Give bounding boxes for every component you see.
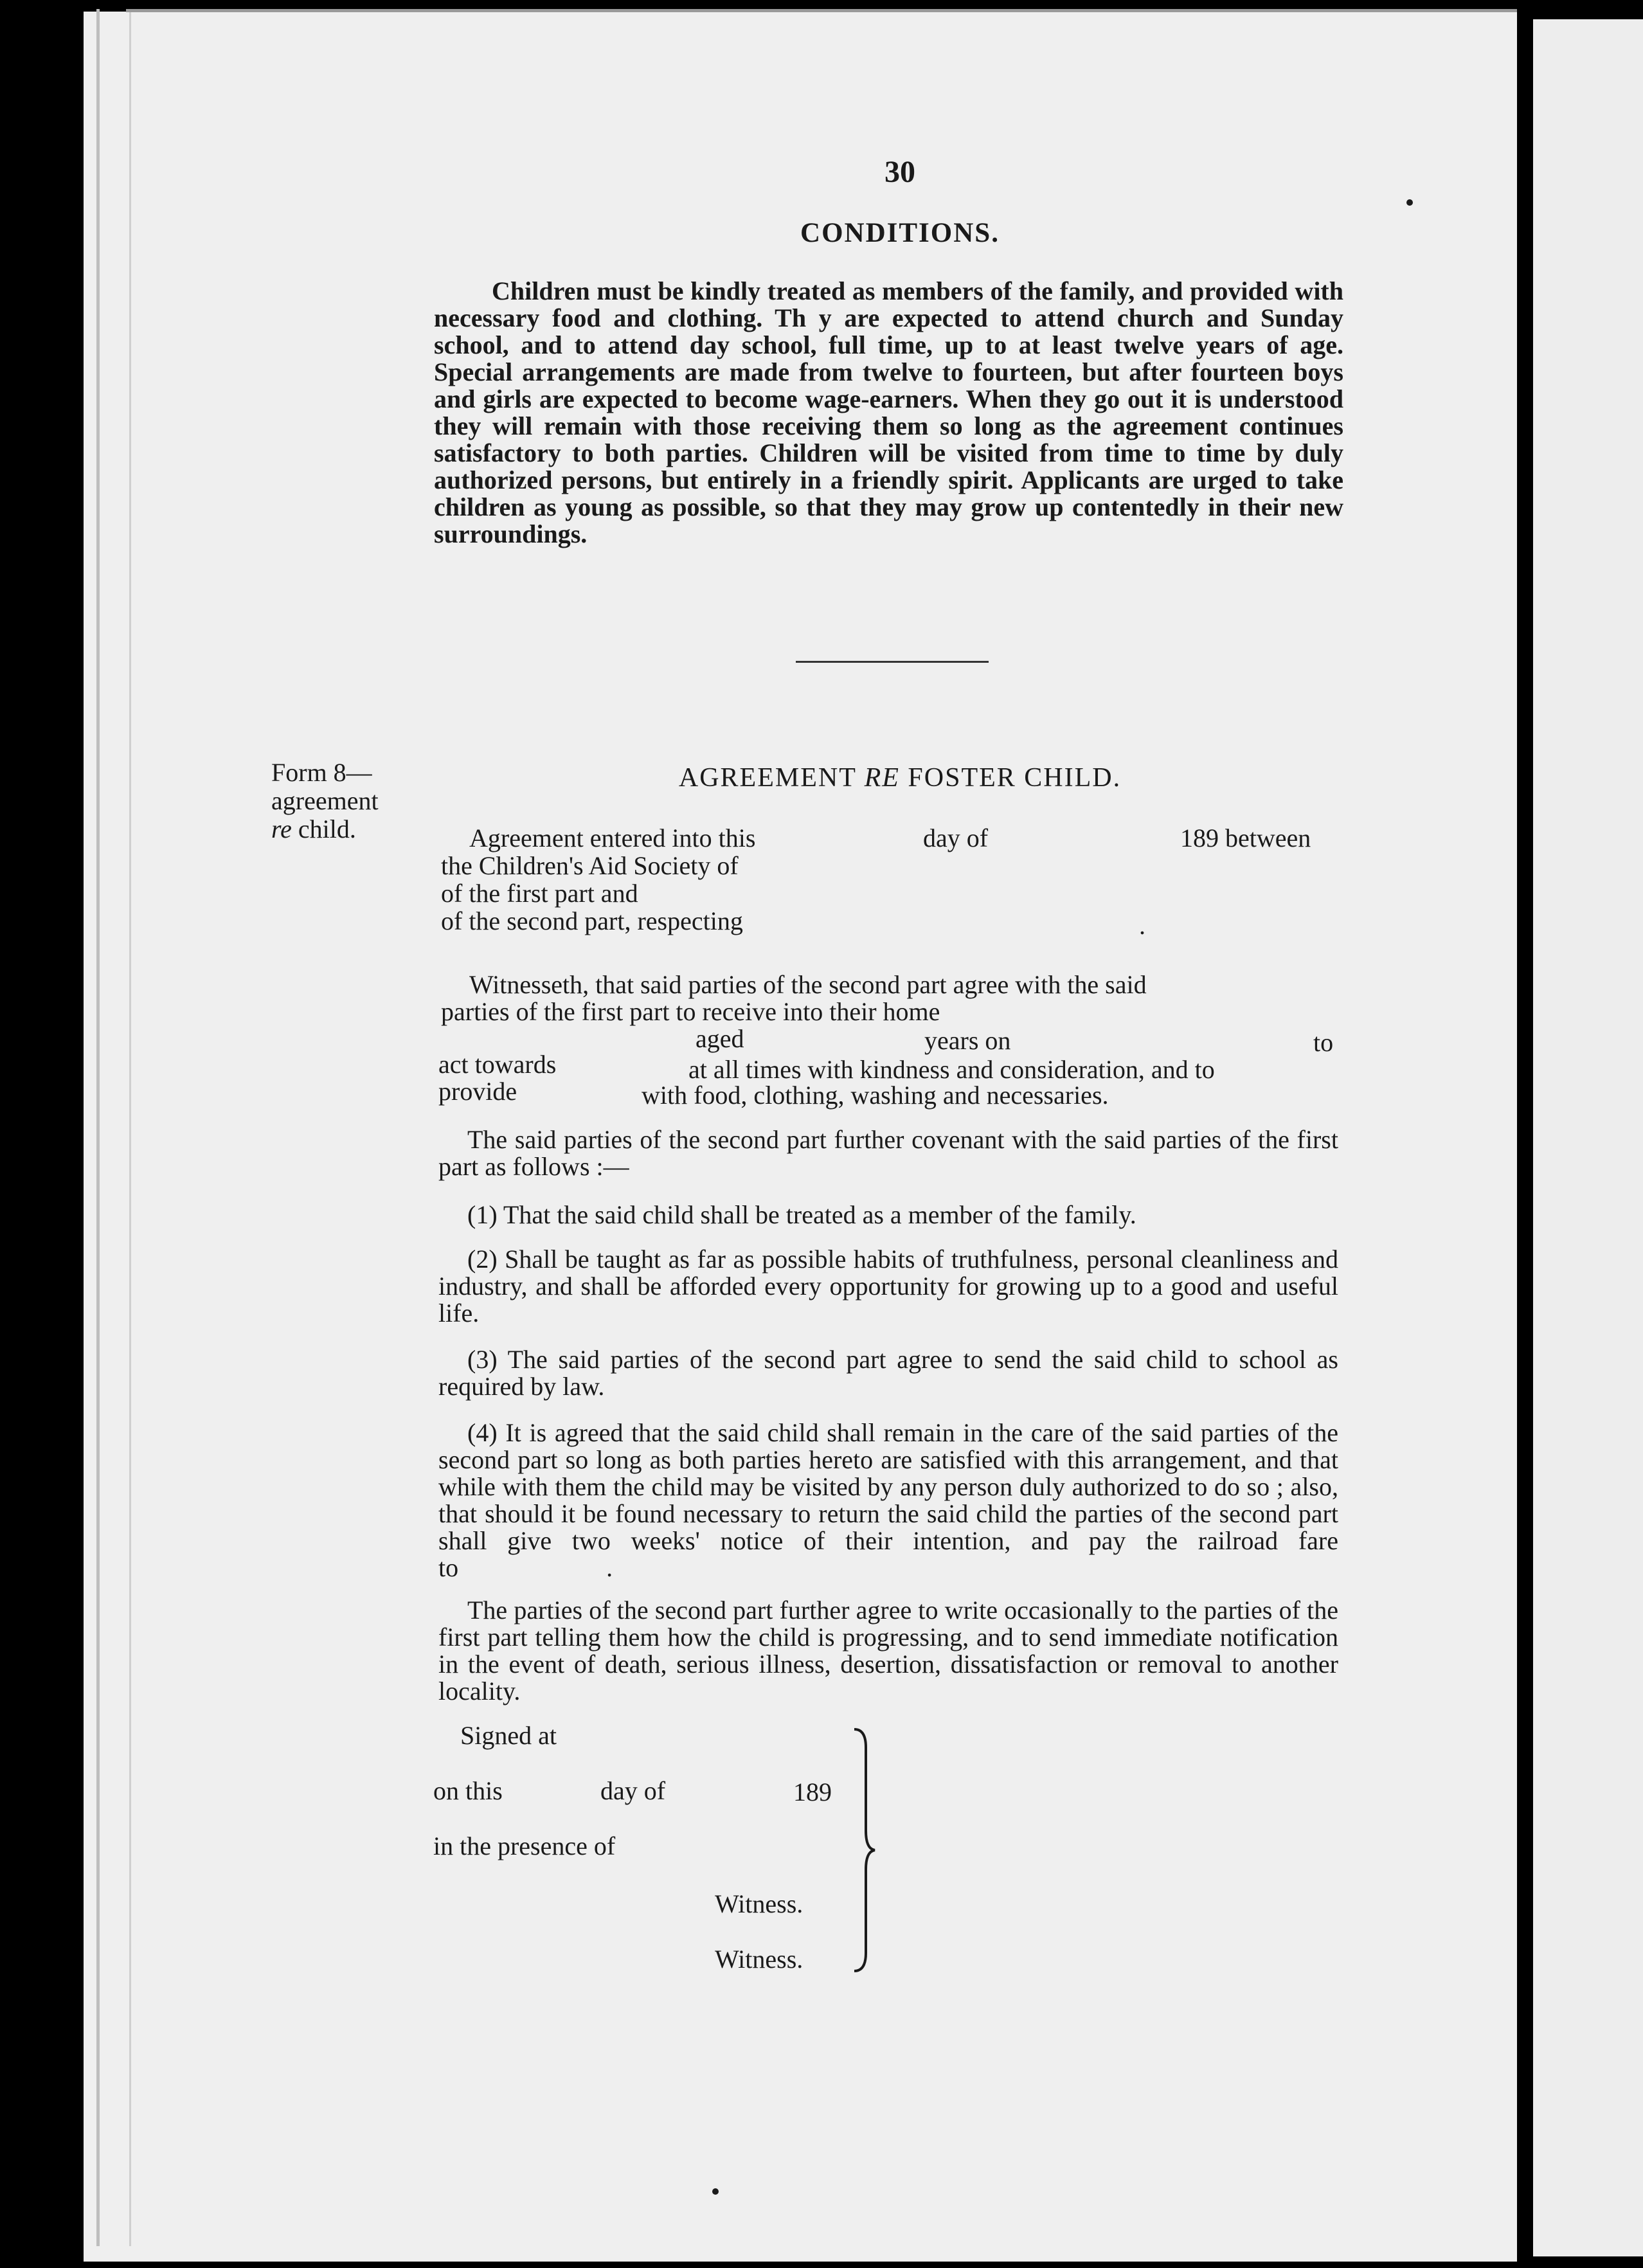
year-label: 189 <box>793 1778 832 1806</box>
page-edge-shadow <box>96 9 131 2246</box>
agreement-line1-c: 189 between <box>1180 824 1311 852</box>
day-of-label: day of <box>600 1776 666 1805</box>
conditions-paragraph: Children must be kindly treated as members of the family, and provided with necessary food and clothing. Th y are expected to attend church and Sunday school, and to attend day school, full time, up to at least twelve years of age. Special arrangements are made from twelve to fourteen, but after fourteen boys and girls are expected to become wage-earners. When they go out it is understood they will remain with those receiving them so long as the agreement continues satisfactory to both parties. Children will be visited from time to time by duly authorized persons, but entirely in a friendly spirit. Applicants are urged to take children as young as possible, so that they may grow up contentedly in their new surroundings. <box>434 276 1343 548</box>
covenant-item3: (3) The said parties of the second part agree to send the said child to school as required by law. <box>438 1345 1338 1401</box>
covenant-item2: (2) Shall be taught as far as possible habits of truthfulness, personal cleanliness and industry, and shall be afforded every opportunity for growing up to a good and useful life. <box>438 1245 1338 1328</box>
ink-speck <box>712 2188 719 2195</box>
agreement-line2: the Children's Aid Society of <box>441 851 739 880</box>
witnesseth-provide: provide <box>438 1077 517 1106</box>
witnesseth-line2: parties of the first part to receive into their home <box>441 997 940 1026</box>
witnesseth-act-towards: act towards <box>438 1050 557 1079</box>
page-number: 30 <box>884 155 915 189</box>
signature-brace <box>852 1728 877 1972</box>
covenant-item4 <box>438 1419 1338 1581</box>
witnesseth-to: to <box>1313 1028 1334 1057</box>
agreement-line1-a: Agreement entered into this <box>469 824 756 852</box>
on-this-label: on this <box>433 1776 503 1805</box>
witnesseth-kindness: at all times with kindness and consideration, and to <box>688 1055 1215 1084</box>
presence-label: in the presence of <box>433 1832 616 1860</box>
margin-note-line1: Form 8— <box>271 758 372 787</box>
witnesseth-aged: aged <box>696 1024 744 1053</box>
conditions-title: CONDITIONS. <box>800 218 1000 248</box>
margin-note-line2: agreement <box>271 786 379 815</box>
margin-note-italic: re <box>271 815 292 843</box>
covenant-paragraph: The said parties of the second part further covenant with the said parties of the first part as follows :— <box>438 1125 1338 1181</box>
agreement-line4-dot: . <box>1139 911 1145 940</box>
agreement-line1-b: day of <box>923 824 989 852</box>
agreement-title <box>579 762 1221 793</box>
agreement-line3: of the first part and <box>441 879 638 908</box>
covenant-item4-dot: . <box>606 1553 613 1582</box>
signed-at-label: Signed at <box>460 1721 557 1750</box>
ink-speck <box>1406 199 1413 206</box>
witnesseth-line1: Witnesseth, that said parties of the second part agree with the said <box>469 970 1147 999</box>
witness-1-label: Witness. <box>715 1889 804 1918</box>
margin-note-rest: child. <box>291 815 356 843</box>
witness-2-label: Witness. <box>715 1945 804 1974</box>
covenant-item1: (1) That the said child shall be treated as a member of the family. <box>467 1200 1136 1229</box>
top-border <box>126 9 1517 12</box>
witnesseth-years-on: years on <box>924 1026 1011 1055</box>
margin-note <box>271 759 426 843</box>
witnesseth-food: with food, clothing, washing and necessaries. <box>642 1081 1109 1110</box>
final-paragraph: The parties of the second part further agree to write occasionally to the parties of the first part telling them how the child is progressing, and to send immediate notification in the event of death, serious illness, desertion, dissatisfaction or removal to another locality. <box>438 1596 1338 1706</box>
margin-note-line3 <box>271 815 426 843</box>
agreement-title-part2: FOSTER CHILD. <box>899 763 1122 793</box>
adjacent-page-strip <box>1533 19 1643 2256</box>
agreement-title-italic: RE <box>864 763 900 793</box>
covenant-item4-text: (4) It is agreed that the said child shall remain in the care of the said parties of the second part so long as both parties hereto are satisfied with this arrangement, and that while with them the child may be visited by any person duly authorized to do so ; also, that should it be found necessary to return the said child the parties of the second part shall give two weeks' notice of their intention, and pay the railroad fare to <box>438 1418 1338 1582</box>
agreement-title-part1: AGREEMENT <box>678 763 865 793</box>
agreement-line4: of the second part, respecting <box>441 906 743 935</box>
section-divider <box>796 661 989 663</box>
